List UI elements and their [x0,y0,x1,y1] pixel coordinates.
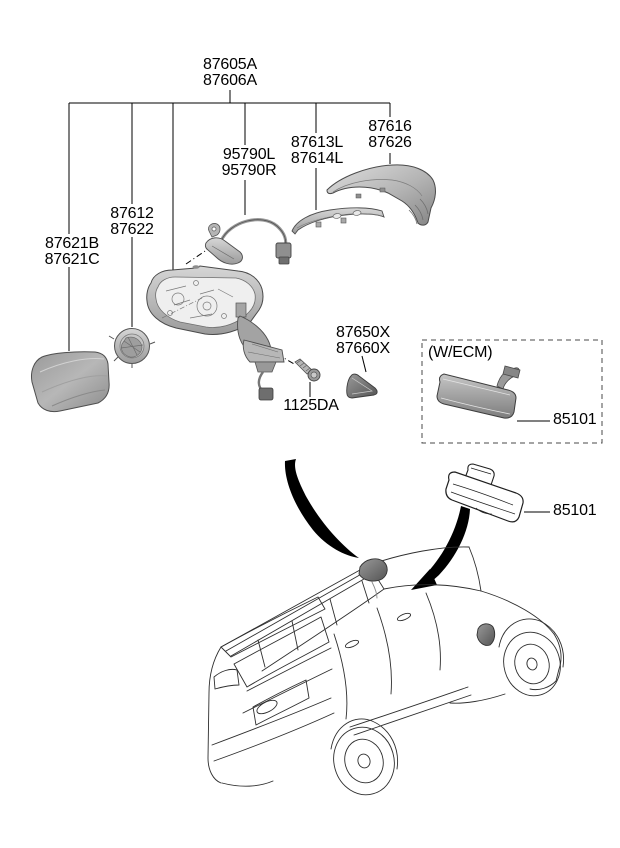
signal-strip-part [292,208,384,234]
part-label-1125da [283,398,338,414]
part-number: 87660X [336,339,390,357]
part-number: 87621C [44,250,100,268]
part-number: 87605A [203,56,257,73]
corner-cover-part [347,374,377,398]
part-number: 87621B [45,235,99,252]
vehicle-illustration [208,547,568,802]
part-label-87612 [110,206,154,237]
mirror-assembly-part [147,265,284,400]
part-number: 87614L [290,149,344,167]
note-text: (W/ECM) [428,344,493,361]
part-number: 85101 [553,502,597,519]
part-number: 95790L [222,146,276,163]
part-number: 87616 [368,118,412,135]
part-label-87616 [368,119,412,150]
part-label-87613l [291,135,343,166]
inside-mirror-part [446,464,523,522]
part-label-85101-ecm [553,412,597,428]
part-label-95790l [222,147,277,178]
part-number: 87626 [368,133,412,151]
part-label-87621b [45,236,100,267]
part-number: 87650X [336,324,390,341]
part-label-87605a [203,57,257,88]
part-number: 87622 [110,220,154,238]
bolt-part [295,359,320,381]
part-label-87650x [336,325,390,356]
part-number: 87606A [203,71,257,89]
puddle-lamp-harness-part [205,220,291,265]
part-number: 95790R [221,161,277,179]
part-number: 1125DA [283,397,339,414]
mirror-glass-part [31,352,109,412]
glass-actuator-part [109,329,155,369]
inside-mirror-ecm-part [437,366,520,418]
part-label-85101 [553,503,597,519]
part-number: 87613L [290,134,344,151]
wecm-note-label [428,345,492,361]
part-number: 87612 [110,205,154,222]
part-number: 85101 [553,411,597,428]
